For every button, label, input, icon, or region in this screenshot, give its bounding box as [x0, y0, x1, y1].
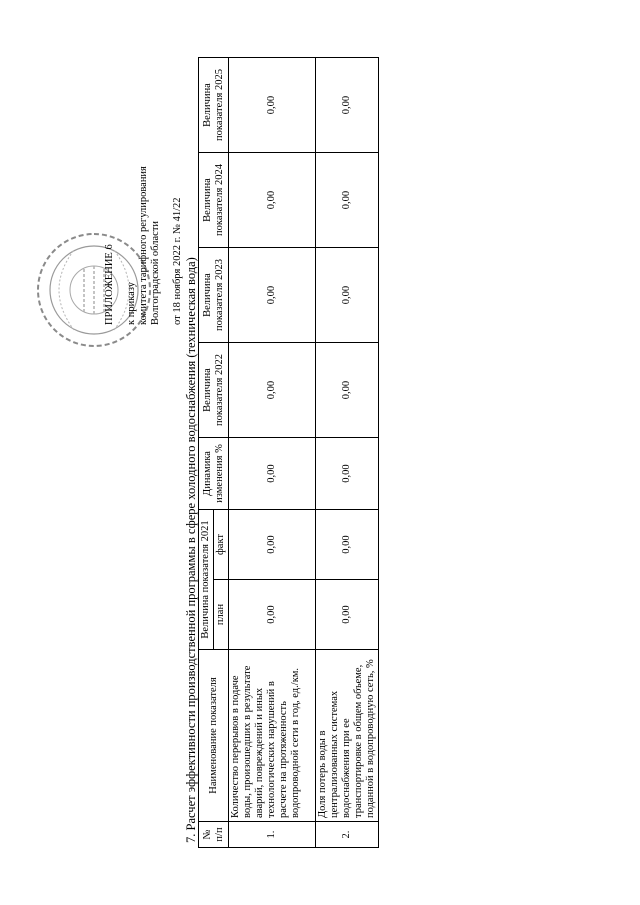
header-2022: Величина показателя 2022	[199, 343, 229, 438]
row-fact: 0,00	[229, 510, 316, 580]
header-num: № п/п	[199, 822, 229, 848]
row-2024: 0,00	[316, 153, 379, 248]
row-plan: 0,00	[316, 580, 379, 650]
row-2022: 0,00	[229, 343, 316, 438]
row-fact: 0,00	[316, 510, 379, 580]
row-2025: 0,00	[316, 58, 379, 153]
order-line-3: Волгоградской области	[150, 220, 161, 325]
row-2022: 0,00	[316, 343, 379, 438]
table-row	[229, 58, 316, 848]
header-fact: факт	[214, 510, 229, 580]
row-num: 1.	[229, 822, 316, 848]
header-2021: Величина показателя 2021	[199, 510, 214, 650]
row-num: 2.	[316, 822, 379, 848]
header-dynamics: Динамика изменения %	[199, 438, 229, 510]
table-row	[316, 58, 379, 848]
row-2024: 0,00	[229, 153, 316, 248]
row-2023: 0,00	[229, 248, 316, 343]
header-2025: Величина показателя 2025	[199, 58, 229, 153]
order-date-number: от 18 ноября 2022 г. № 41/22	[172, 197, 183, 325]
order-line-2: комитета тарифного регулирования	[138, 166, 149, 325]
order-line-1: к приказу	[126, 282, 137, 325]
document-title: 7. Расчет эффективности производственной программы в сфере холодного водоснабжения (техническая вода)	[184, 257, 198, 843]
table-header-row	[199, 58, 214, 848]
appendix-header	[104, 25, 184, 325]
efficiency-table	[198, 57, 379, 848]
row-2023: 0,00	[316, 248, 379, 343]
appendix-label: ПРИЛОЖЕНИЕ 6	[104, 244, 115, 325]
header-plan: план	[214, 580, 229, 650]
header-2024: Величина показателя 2024	[199, 153, 229, 248]
row-dynamics: 0,00	[316, 438, 379, 510]
header-2023: Величина показателя 2023	[199, 248, 229, 343]
row-2025: 0,00	[229, 58, 316, 153]
row-name: Количество перерывов в подаче воды, произошедших в результате аварий, повреждений и иных технологических нарушений в расчете на протяженность водопроводной сети в год, ед./км.	[229, 650, 316, 822]
header-name: Наименование показателя	[199, 650, 229, 822]
row-name: Доля потерь воды в централизованных системах водоснабжения при ее транспортировке в общем объеме, поданной в водопроводную сеть, %	[316, 650, 379, 822]
row-dynamics: 0,00	[229, 438, 316, 510]
row-plan: 0,00	[229, 580, 316, 650]
